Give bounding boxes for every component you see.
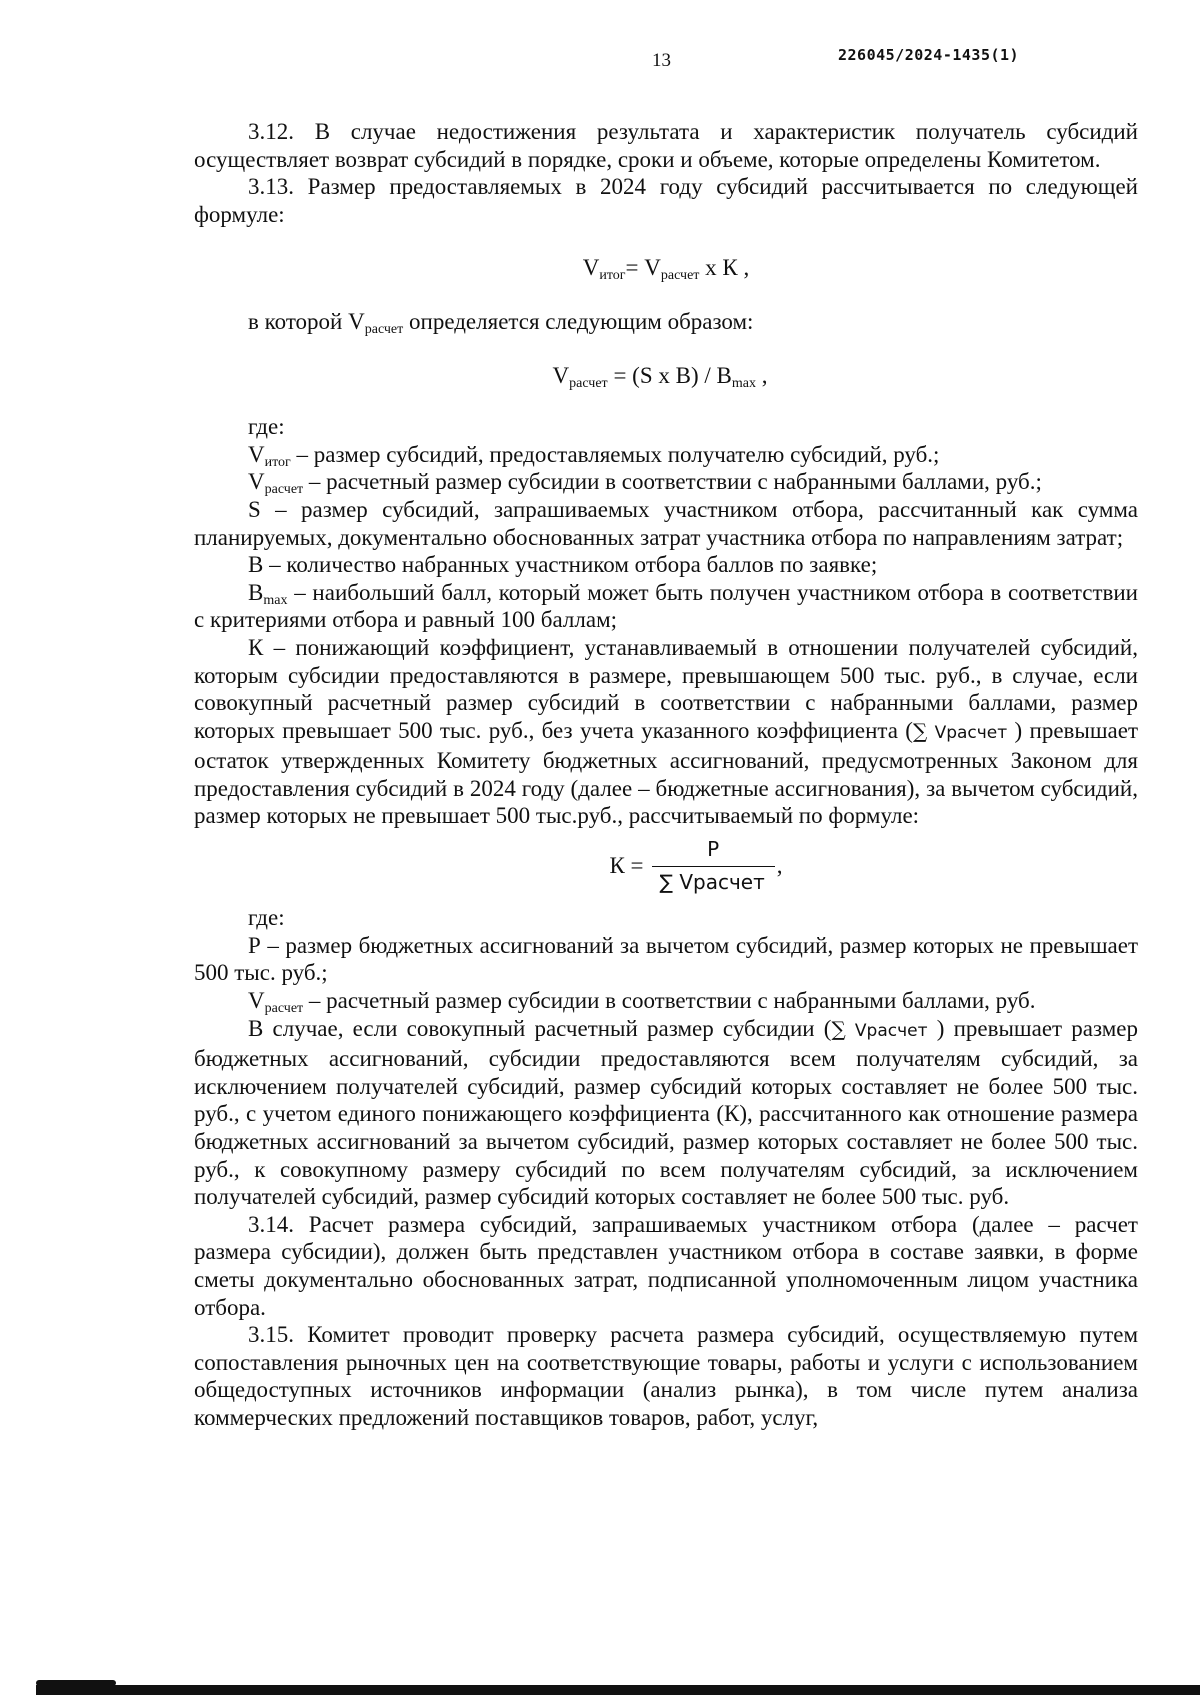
formula-v-itog-subscript: итог [599,268,626,284]
def-bmax-symbol: В [248,579,264,605]
def-v-rasch-text: – расчетный размер субсидии в соответствии с набранными баллами, руб.; [303,469,1042,495]
def-v-itog-text: – размер субсидий, предоставляемых получателю субсидий, руб.; [290,441,940,467]
sigma-symbol: ∑ [912,718,928,743]
definition-b: В – количество набранных участником отбора баллов по заявке; [248,552,878,578]
formula-equals: = [625,255,645,281]
where-label-1: где: [248,414,285,440]
document-body [194,118,1138,1432]
formula-k-fraction [652,836,775,896]
formula2-bmax-sub: max [731,375,756,391]
where-label-2: где: [248,905,285,931]
formula-v-itog-symbol: V [582,255,600,281]
def-bmax-text: – наибольший балл, который может быть получен участником отбора в соответствии с критериями отбора и равный 100 баллам; [194,579,1138,633]
definition-s: S – размер субсидий, запрашиваемых участником отбора, рассчитанный как сумма планируемых, документально обоснованных затрат участника отбора по направлениям затрат; [194,496,1138,550]
formula-k-end: , [776,853,783,879]
formula-v-rasch [194,362,1138,390]
definition-p: Р – размер бюджетных ассигнований за вычетом субсидий, размер которых не превышает 500 тыс. руб.; [194,932,1138,986]
def-bmax-sub: max [263,592,288,608]
def-v-itog-symbol: V [248,441,265,467]
def-k-part1: К – понижающий коэффициент, устанавливаемый в отношении получателей субсидий, которым субсидии предоставляются в размере, превышающем 500 тыс. руб., в случае, если совокупный расчетный размер субсидий в соответствии с набранными баллами, размер которых превышает 500 тыс. руб., без учета указанного коэффициента ( [194,634,1138,743]
in-which-sub: расчет [364,321,404,337]
def-k-part2: ) превышает остаток утвержденных Комитету бюджетных ассигнований, предусмотренных Законом для предоставления субсидий в 2024 году (далее – бюджетные ассигнования), за вычетом субсидий, размер которых не превышает 500 тыс.руб., рассчитываемый по формуле: [194,717,1139,829]
formula-k [254,836,1138,896]
def-v-itog-sub: итог [264,454,291,470]
formula2-end: , [755,362,768,388]
def2-v-text: – расчетный размер субсидии в соответствии с набранными баллами, руб. [303,988,1036,1014]
paragraph-3-14: 3.14. Расчет размера субсидий, запрашиваемых участником отбора (далее – расчет размера субсидии), должен быть представлен участником отбора в составе заявки, в форме сметы документально обоснованных затрат, подписанной уполномоченным лицом участника отбора. [194,1211,1138,1320]
formula2-v-sub: расчет [569,375,608,391]
in-which-pre: в которой V [248,308,365,334]
definition-bmax [194,579,1138,634]
formula-k-numerator: P [707,837,720,862]
definition-v-rasch [194,468,1138,496]
def-v-rasch-symbol: V [248,469,265,495]
paragraph-3-12: 3.12. В случае недостижения результата и характеристик получатель субсидий осуществляет возврат субсидий в порядке, сроки и объеме, которые определены Комитетом. [194,119,1138,172]
sigma-symbol-2: ∑ [831,1016,846,1041]
paragraph-3-15: 3.15. Комитет проводит проверку расчета размера субсидий, осуществляемую путем сопоставления рыночных цен на соответствующие товары, работы и услуги с использованием общедоступных источников информации (анализ рынка), в том числе путем анализа коммерческих предложений поставщиков товаров, работ, услуг, [194,1322,1138,1430]
def2-v-sub: расчет [264,1001,304,1017]
formula2-v: V [552,362,570,388]
in-which-line [194,308,1138,336]
def-v-rasch-sub: расчет [264,482,304,498]
formula-k-lhs: К = [609,853,644,879]
definition-v-rasch-2 [194,987,1138,1015]
in-which-post: определяется следующим образом: [403,308,754,334]
case-part2: ) превышает размер бюджетных ассигнований, субсидии предоставляются всем получателям субсидий, за исключением получателей субсидий, размер субсидий которых составляет не более 500 тыс. руб., с учетом единого понижающего коэффициента (К), рассчитанного как отношение размера бюджетных ассигнований за вычетом субсидий, размер которых составляет не более 500 тыс. руб., к совокупному размеру субсидий по всем получателям субсидий, за исключением получателей субсидий, размер субсидий которых составляет не более 500 тыс. руб. [194,1015,1139,1210]
excess-case-paragraph [194,1015,1138,1211]
definition-v-itog [194,441,1138,469]
formula-rest: х К , [699,255,750,281]
scan-edge-bar [36,1685,1200,1695]
document-id: 226045/2024-1435(1) [838,46,1020,64]
vrasch-symbol: Vрасчет [934,722,1008,743]
formula2-mid: = (S х В) / В [607,362,732,388]
formula-v-rasch-symbol: V [644,255,661,281]
case-part1: В случае, если совокупный расчетный размер субсидии ( [248,1015,832,1041]
page-number: 13 [652,50,671,71]
formula-v-itog [194,254,1138,282]
formula-k-denominator: ∑ Vрасчет [652,866,775,897]
def2-v-symbol: V [248,988,265,1014]
definition-k [194,634,1138,830]
formula-v-rasch-subscript: расчет [660,268,700,284]
paragraph-3-13: 3.13. Размер предоставляемых в 2024 году субсидий рассчитывается по следующей формуле: [194,174,1138,227]
vrasch-symbol-2: Vрасчет [854,1020,928,1041]
